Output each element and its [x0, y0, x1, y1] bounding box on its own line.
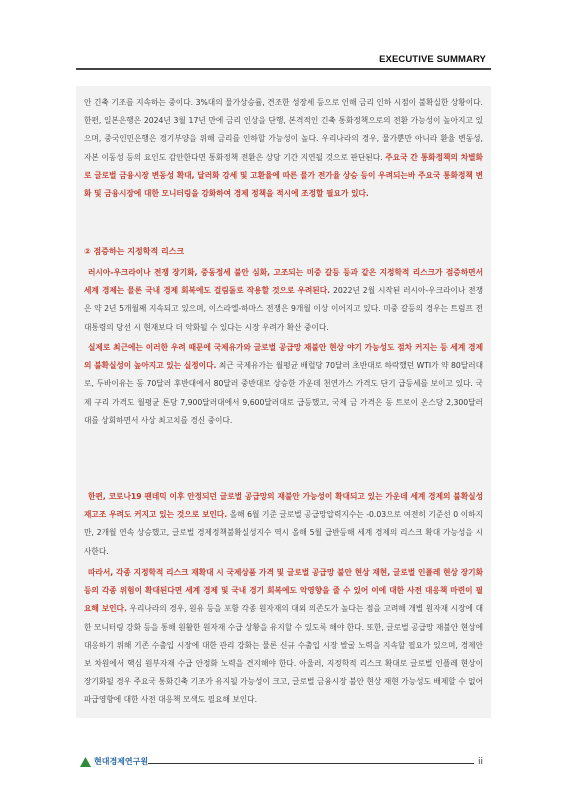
footer-rule — [148, 763, 474, 764]
logo-text: 현대경제연구원 — [94, 757, 149, 766]
highlighted-text: 실제로 최근에는 이러한 우려 때문에 국제유가와 글로벌 공급망 재불안 현상 야기 가능성도 점차 커지는 등 세계 경제의 불확실성이 높아지고 있는 실정이다. — [84, 343, 483, 371]
header-title: EXECUTIVE SUMMARY — [379, 54, 486, 65]
highlighted-text: 주요국 간 통화정책의 차별화로 글로벌 금융시장 변동성 확대, 달러화 강세 및 고환율에 따른 물가 전가율 상승 등이 우려되는바 주요국 통화정책 변화 및 금융시장에 대한 모니터링을 강화하여 경제 정책을 적시에 조정할 필요가 있다. — [84, 152, 483, 199]
page-number: ii — [478, 757, 484, 767]
highlighted-text: 한편, 코로나19 팬데믹 이후 안정되던 글로벌 공급망의 재불안 가능성이 확대되고 있는 가운데 세계 경제의 불확실성 재고조 우려도 커지고 있는 것으로 보인다. — [84, 492, 483, 520]
section-heading: ② 점증하는 지정학적 리스크 — [84, 247, 185, 256]
paragraph-3 — [84, 339, 483, 430]
paragraph-5 — [84, 564, 483, 710]
triangle-logo-icon — [80, 757, 91, 767]
body-text: 올해 6월 기준 글로벌 공급망압력지수는 -0.03으로 여전히 기준선 0 이하지만, 2개월 연속 상승했고, 글로벌 경제정책불확실성지수 역시 올해 5월 급반등해 세계 경제의 리스크 확대 가능성을 시사한다. — [84, 510, 483, 556]
body-text: 최근 국제유가는 월평균 배럴당 70달러 초반대로 하락했던 WTI가 약 80달러대로, 두바이유는 동 70달러 후반대에서 80달러 중반대로 상승한 가운데 천연가스 가격도 단기 급등세를 보이고 있다. 국제 구리 가격도 월평균 톤당 7,900달러대에서 9,600달러대로 급등했고, 국제 금 가격은 동 트로이 온스당 2,300달러대를 상회하면서 사상 최고치를 경신 중이다. — [84, 361, 484, 425]
body-text: 우리나라의 경우, 원유 등을 포함 각종 원자재의 대외 의존도가 높다는 점을 고려해 개별 원자재 시장에 대한 모니터링 강화 등을 통해 원활한 원자재 수급 상황을 유지할 수 있도록 해야 한다. 또한, 글로벌 공급망 재불안 현상에 대응하기 위해 기존 수출입 시장에 대한 관리 강화는 물론 신규 수출입 시장 발굴 노력을 지속할 필요가 있으며, 경제안보 차원에서 핵심 원부자재 수급 안정화 노력을 견지해야 한다. 아울러, 지정학적 리스크 확대로 글로벌 인플레 현상이 장기화될 경우 주요국 통화긴축 기조가 유지될 가능성이 크고, 글로벌 금융시장 불안 현상 재현 가능성도 배제할 수 없어 파급영향에 대한 사전 대응책 모색도 필요해 보인다. — [84, 604, 483, 705]
highlighted-text: 러시아-우크라이나 전쟁 장기화, 중동정세 불안 심화, 고조되는 미중 갈등 등과 같은 지정학적 리스크가 점증하면서 세계 경제는 물론 국내 경제 회복에도 걸림돌로 작용할 것으로 우려된다. — [84, 268, 483, 296]
paragraph-4 — [84, 488, 483, 561]
paragraph-2 — [84, 264, 483, 337]
paragraph-1 — [84, 94, 483, 203]
highlighted-text: 따라서, 각종 지정학적 리스크 재확대 시 국제상품 가격 및 글로벌 공급망 불안 현상 재현, 글로벌 인플레 현상 장기화 등의 각종 위험이 확대된다면 세계 경제 및 국내 경기 회복에도 악영향을 줄 수 있어 이에 대한 사전 대응책 마련이 필요해 보인다. — [84, 568, 483, 614]
body-text: 안 긴축 기조를 지속하는 중이다. 3%대의 물가상승률, 견조한 성장세 등으로 인해 금리 인하 시점이 불확실한 상황이다. 한편, 일본은행은 2024년 3월 17년 만에 금리 인상을 단행, 본격적인 긴축 통화정책으로의 전환 가능성이 높아지고 있으며, 중국인민은행은 경기부양을 위해 금리를 인하할 가능성이 높다. 우리나라의 경우, 물가뿐만 아니라 환율 변동성, 자본 이동성 등의 요인도 감안한다면 통화정책 전환은 상당 기간 지연될 것으로 판단된다. — [84, 98, 483, 162]
body-text: 2022년 2월 시작된 러시아-우크라이나 전쟁은 약 2년 5개월째 지속되고 있으며, 이스라엘-하마스 전쟁은 9개월 이상 이어지고 있다. 미중 갈등의 경우는 트럼프 전 대통령의 당선 시 현재보다 더 악화될 수 있다는 시장 우려가 확산 중이다. — [84, 286, 483, 332]
header-rule — [76, 68, 491, 70]
footer-logo — [80, 756, 148, 767]
